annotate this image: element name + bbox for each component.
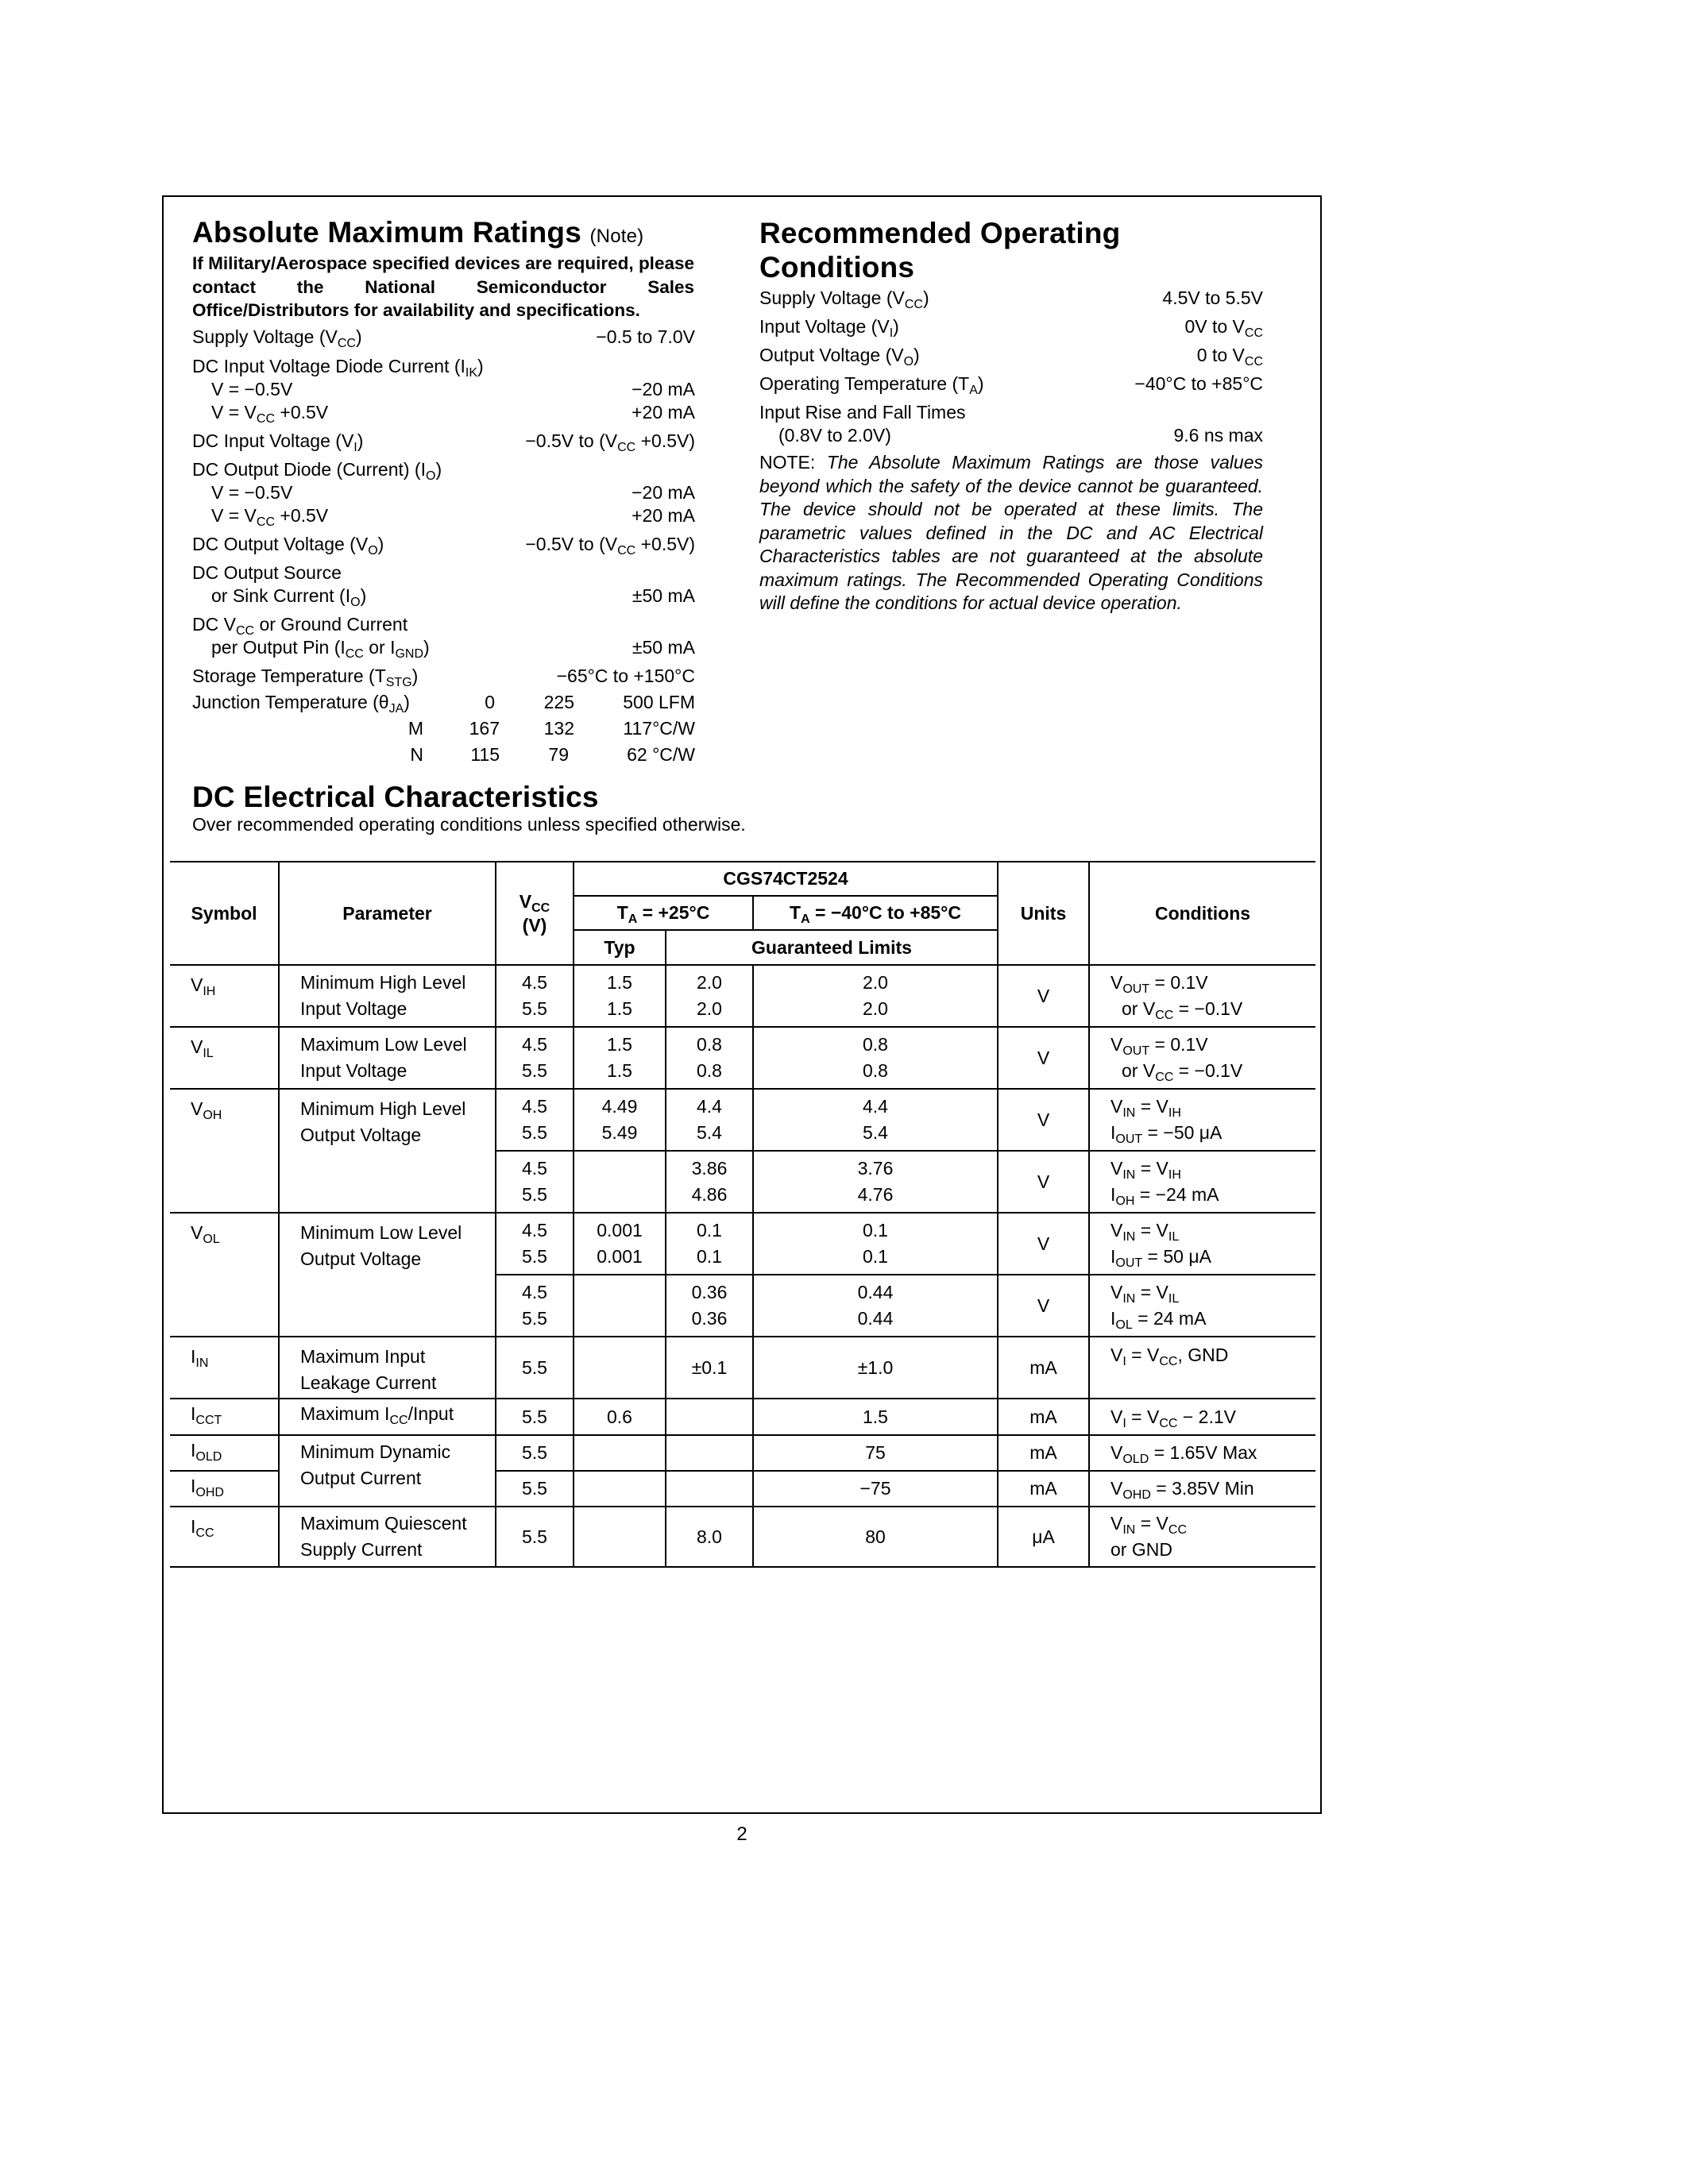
vcc-vih: 4.5 5.5 (496, 965, 574, 1027)
units-iohd: mA (998, 1471, 1089, 1507)
sym-icct: $I_{CCT}$ (191, 1403, 222, 1427)
typ-icc (574, 1507, 666, 1567)
amr-vneg-label: V = −0.5V (211, 379, 293, 399)
roc-title (759, 216, 1120, 284)
junction-m-1: 132 (543, 718, 574, 739)
roc-note-label: NOTE: (759, 452, 816, 473)
roc-row-temp-value: −40°C to +85°C (1134, 373, 1263, 394)
g25-voh-b: 3.86 4.86 (666, 1151, 753, 1213)
amr-vcc-ground-line2: per Output Pin ($I_{CC}$ or $I_{GND}$) (211, 637, 430, 661)
cond-vol-a: $V_{IN} = V_{IL}$ $I_{OUT} = 50$ μA (1089, 1213, 1315, 1275)
table-row-vil (170, 1027, 1315, 1089)
units-iold: mA (998, 1435, 1089, 1471)
roc-rise-fall-value: 9.6 ns max (1173, 425, 1263, 446)
g25-icct (666, 1399, 753, 1435)
grange-vol-a: 0.1 0.1 (753, 1213, 998, 1275)
military-note: If Military/Aerospace specified devices are required, please contact the National Semiconductor Sales Office/Distributors for availability and specifications. (192, 253, 694, 320)
cond-icc: $V_{IN} = V_{CC}$ or GND (1089, 1507, 1315, 1567)
header-conditions: Conditions (1089, 862, 1315, 965)
table-row-voh-a (170, 1089, 1315, 1151)
g25-voh-a: 4.4 5.4 (666, 1089, 753, 1151)
amr-title-note: (Note) (589, 226, 644, 247)
cond-iin: $V_I = V_{CC}$, GND (1089, 1337, 1315, 1399)
grange-vol-b: 0.44 0.44 (753, 1275, 998, 1337)
junction-m-2: 117°C/W (623, 718, 695, 739)
header-ta25: $T_A = +25^\circ C$ (574, 896, 753, 930)
amr-input-voltage-value: −0.5V to $(V_{CC} +0.5V)$ (525, 430, 695, 454)
vcc-vol-a: 4.5 5.5 (496, 1213, 574, 1275)
header-typ: Typ (574, 930, 666, 965)
vcc-icc: 5.5 (496, 1507, 574, 1567)
units-vol-b: V (998, 1275, 1089, 1337)
grange-vil: 0.8 0.8 (753, 1027, 998, 1089)
header-units: Units (998, 862, 1089, 965)
grange-voh-b: 3.76 4.76 (753, 1151, 998, 1213)
roc-title-line1: Recommended Operating (759, 217, 1121, 249)
amr-vneg2-label: V = −0.5V (211, 482, 293, 503)
dc-characteristics-table (170, 861, 1315, 1568)
typ-vil: 1.5 1.5 (574, 1027, 666, 1089)
g25-iin: ±0.1 (666, 1337, 753, 1399)
junction-pkg-m: M (408, 718, 423, 739)
grange-icct: 1.5 (753, 1399, 998, 1435)
roc-note-text: The Absolute Maximum Ratings are those values beyond which the safety of the device cannot be guaranteed. The device should not be operated at these limits. The parametric values defined in the DC and AC Electrical Characteristics tables are not guaranteed at the absolute maximum ratings. The Recommended Operating Conditions will define the conditions for actual device operation. (759, 452, 1263, 613)
param-iin: Maximum Input Leakage Current (279, 1337, 496, 1399)
units-vol-a: V (998, 1213, 1089, 1275)
cond-iohd: $V_{OHD} = 3.85V$ Min (1089, 1471, 1315, 1507)
sym-vil: $V_{IL}$ (191, 1036, 214, 1060)
amr-vpos-value: +20 mA (632, 402, 695, 423)
g25-vol-a: 0.1 0.1 (666, 1213, 753, 1275)
roc-row-supply-label: Supply Voltage $(V_{CC})$ (759, 287, 929, 311)
vcc-voh-a: 4.5 5.5 (496, 1089, 574, 1151)
sym-vol: $V_{OL}$ (191, 1222, 220, 1246)
table-row-icct (170, 1399, 1315, 1435)
typ-vih: 1.5 1.5 (574, 965, 666, 1027)
amr-vneg-value: −20 mA (632, 379, 695, 399)
cond-iold: $V_{OLD} = 1.65V$ Max (1089, 1435, 1315, 1471)
amr-vcc-ground-line1: DC $V_{CC}$ or Ground Current (192, 614, 408, 638)
amr-junction-temp-label: Junction Temperature $(\theta_{JA})$ (192, 692, 410, 716)
junction-n-1: 79 (548, 744, 569, 765)
grange-vih: 2.0 2.0 (753, 965, 998, 1027)
typ-iohd (574, 1471, 666, 1507)
g25-vih: 2.0 2.0 (666, 965, 753, 1027)
typ-vol-a: 0.001 0.001 (574, 1213, 666, 1275)
junction-header-2: 500 LFM (623, 692, 695, 712)
cond-vil: $V_{OUT} = 0.1V$ or $V_{CC} = -0.1V$ (1089, 1027, 1315, 1089)
junction-n-2: 62 °C/W (627, 744, 695, 765)
grange-iold: 75 (753, 1435, 998, 1471)
typ-icct: 0.6 (574, 1399, 666, 1435)
cond-voh-b: $V_{IN} = V_{IH}$ $I_{OH} = -24$ mA (1089, 1151, 1315, 1213)
amr-input-diode-label: DC Input Voltage Diode Current $(I_{IK})$ (192, 356, 484, 380)
vcc-voh-b: 4.5 5.5 (496, 1151, 574, 1213)
amr-vpos2-label: $V = V_{CC} +0.5V$ (211, 505, 329, 529)
vcc-vol-b: 4.5 5.5 (496, 1275, 574, 1337)
units-voh-a: V (998, 1089, 1089, 1151)
dc-subtitle: Over recommended operating conditions unless specified otherwise. (192, 814, 746, 835)
amr-vpos-label: $V = V_{CC} +0.5V$ (211, 402, 329, 426)
grange-icc: 80 (753, 1507, 998, 1567)
amr-output-source-line2: or Sink Current $(I_O)$ (211, 585, 367, 609)
header-symbol: Symbol (170, 862, 279, 965)
cond-voh-a: $V_{IN} = V_{IH}$ $I_{OUT} = -50$ μA (1089, 1089, 1315, 1151)
amr-storage-temp-label: Storage Temperature $(T_{STG})$ (192, 666, 419, 689)
amr-output-diode-label: DC Output Diode (Current) $(I_O)$ (192, 459, 442, 483)
roc-row-output-label: Output Voltage $(V_O)$ (759, 345, 920, 369)
roc-row-input-value: 0V to $V_{CC}$ (1184, 316, 1263, 340)
sym-icc: $I_{CC}$ (191, 1516, 214, 1540)
roc-note (759, 451, 1263, 615)
roc-rise-fall-line1: Input Rise and Fall Times (759, 402, 966, 423)
table-row-vol-a (170, 1213, 1315, 1275)
junction-header-0: 0 (485, 692, 495, 712)
amr-title-text: Absolute Maximum Ratings (192, 216, 581, 249)
param-icct: Maximum $I_{CC}$/Input (279, 1399, 496, 1435)
vcc-vil: 4.5 5.5 (496, 1027, 574, 1089)
sym-iin: $I_{IN}$ (191, 1346, 209, 1370)
table-row-icc (170, 1507, 1315, 1567)
g25-vil: 0.8 0.8 (666, 1027, 753, 1089)
vcc-iohd: 5.5 (496, 1471, 574, 1507)
amr-supply-voltage-label: Supply Voltage $(V_{CC})$ (192, 326, 362, 350)
units-vih: V (998, 965, 1089, 1027)
sym-voh: $V_{OH}$ (191, 1098, 222, 1122)
header-row-1 (170, 862, 1315, 896)
cond-vol-b: $V_{IN} = V_{IL}$ $I_{OL} = 24$ mA (1089, 1275, 1315, 1337)
header-device: CGS74CT2524 (574, 862, 998, 896)
roc-row-supply-value: 4.5V to 5.5V (1162, 287, 1263, 308)
typ-iold (574, 1435, 666, 1471)
cond-icct: $V_I = V_{CC} - 2.1V$ (1089, 1399, 1315, 1435)
amr-output-source-line1: DC Output Source (192, 562, 342, 583)
vcc-iin: 5.5 (496, 1337, 574, 1399)
param-vil: Maximum Low Level Input Voltage (279, 1027, 496, 1089)
amr-vneg2-value: −20 mA (632, 482, 695, 503)
units-icc: μA (998, 1507, 1089, 1567)
roc-row-output-value: 0 to $V_{CC}$ (1196, 345, 1263, 369)
header-tarange: $T_A = -40^\circ C$ to +85°C (753, 896, 998, 930)
junction-m-0: 167 (469, 718, 500, 739)
vcc-iold: 5.5 (496, 1435, 574, 1471)
vcc-icct: 5.5 (496, 1399, 574, 1435)
g25-iold (666, 1435, 753, 1471)
sym-iold: $I_{OLD}$ (170, 1435, 279, 1471)
amr-storage-temp-value: −65°C to +150°C (556, 666, 695, 686)
units-iin: mA (998, 1337, 1089, 1399)
param-voh: Minimum High Level Output Voltage (279, 1089, 496, 1213)
g25-iohd (666, 1471, 753, 1507)
grange-iin: ±1.0 (753, 1337, 998, 1399)
sym-iohd: $I_{OHD}$ (191, 1476, 224, 1499)
amr-supply-voltage-value: −0.5 to 7.0V (596, 326, 695, 347)
amr-output-source-value: ±50 mA (632, 585, 695, 606)
table-row-iold (170, 1435, 1315, 1471)
typ-vol-b (574, 1275, 666, 1337)
param-vol: Minimum Low Level Output Voltage (279, 1213, 496, 1337)
roc-title-line2: Conditions (759, 251, 915, 284)
dc-title: DC Electrical Characteristics (192, 781, 599, 813)
roc-rise-fall-line2: (0.8V to 2.0V) (778, 425, 891, 446)
units-voh-b: V (998, 1151, 1089, 1213)
header-vcc: $V_{CC}$ (V) (496, 862, 574, 965)
g25-vol-b: 0.36 0.36 (666, 1275, 753, 1337)
amr-output-voltage-value: −0.5V to $(V_{CC} +0.5V)$ (525, 534, 695, 558)
param-iold: Minimum Dynamic Output Current (279, 1435, 496, 1507)
amr-vpos2-value: +20 mA (632, 505, 695, 526)
amr-title (192, 216, 643, 249)
junction-n-0: 115 (470, 744, 500, 765)
roc-row-temp-label: Operating Temperature $(T_A)$ (759, 373, 984, 397)
amr-vcc-ground-value: ±50 mA (632, 637, 695, 658)
table-row-vih (170, 965, 1315, 1027)
param-vih: Minimum High Level Input Voltage (279, 965, 496, 1027)
roc-row-input-label: Input Voltage $(V_I)$ (759, 316, 899, 340)
amr-input-voltage-label: DC Input Voltage $(V_I)$ (192, 430, 364, 454)
units-vil: V (998, 1027, 1089, 1089)
typ-voh-a: 4.49 5.49 (574, 1089, 666, 1151)
param-icc: Maximum Quiescent Supply Current (279, 1507, 496, 1567)
table-row-iin (170, 1337, 1315, 1399)
g25-icc: 8.0 (666, 1507, 753, 1567)
page-number: 2 (736, 1823, 747, 1845)
typ-voh-b (574, 1151, 666, 1213)
junction-pkg-n: N (410, 744, 423, 765)
junction-header-1: 225 (543, 692, 574, 712)
header-guaranteed: Guaranteed Limits (666, 930, 998, 965)
typ-iin (574, 1337, 666, 1399)
grange-voh-a: 4.4 5.4 (753, 1089, 998, 1151)
header-parameter: Parameter (279, 862, 496, 965)
amr-output-voltage-label: DC Output Voltage $(V_O)$ (192, 534, 384, 558)
units-icct: mA (998, 1399, 1089, 1435)
sym-vih: $V_{IH}$ (191, 974, 216, 998)
grange-iohd: −75 (753, 1471, 998, 1507)
cond-vih: $V_{OUT} = 0.1V$ or $V_{CC} = -0.1V$ (1089, 965, 1315, 1027)
